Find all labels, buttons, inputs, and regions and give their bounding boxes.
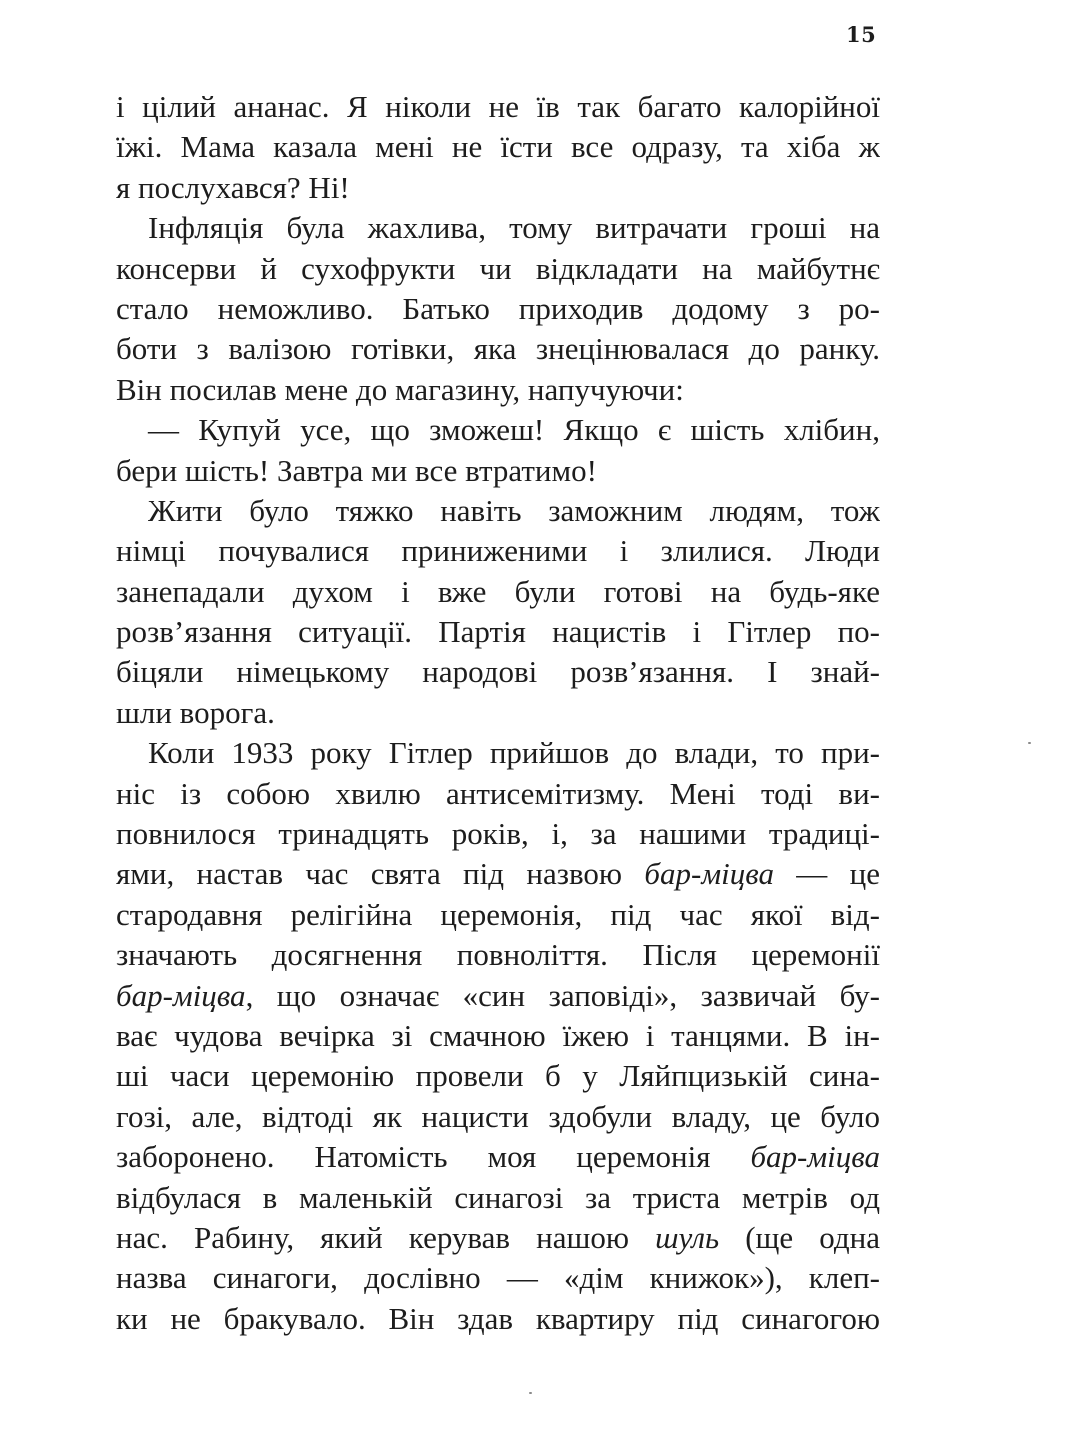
text-line: Інфляція була жахлива, тому витрачати гроші на bbox=[148, 210, 880, 246]
text-line: я послухався? Ні! bbox=[116, 169, 350, 205]
text-line: гозі, але, відтоді як нацисти здобули владу, це було bbox=[116, 1098, 880, 1134]
text-line: ші часи церемонію провели б у Ляйпцизькій сина- bbox=[116, 1058, 880, 1094]
text-line bbox=[116, 854, 880, 894]
text-line: біцяли німецькому народові розв’язання. І знай- bbox=[116, 654, 880, 690]
text-line: відбулася в маленькій синагозі за триста метрів од bbox=[116, 1179, 880, 1215]
text-line: і цілий ананас. Я ніколи не їв так багато калорійної bbox=[116, 89, 880, 124]
text-line: німці почувалися приниженими і злилися. Люди bbox=[116, 533, 880, 569]
text-line: занепадали духом і вже були готові на будь-яке bbox=[116, 573, 880, 609]
text-line: їжі. Мама казала мені не їсти все одразу, та хіба ж bbox=[116, 129, 880, 165]
text-line bbox=[116, 976, 880, 1016]
text-line: розв’язання ситуації. Партія нацистів і Гітлер по- bbox=[116, 614, 880, 650]
text-line: Коли 1933 року Гітлер прийшов до влади, то при- bbox=[148, 735, 880, 771]
text-line: стало неможливо. Батько приходив додому з ро- bbox=[116, 290, 880, 326]
page-number: 15 bbox=[846, 22, 877, 47]
text-segment: нас. Рабину, який керував нашою bbox=[116, 1219, 656, 1255]
text-segment: ями, настав час свята під назвою bbox=[116, 856, 645, 892]
text-line: Жити було тяжко навіть заможним людям, тож bbox=[148, 492, 880, 528]
text-line: Він посилав мене до магазину, напучуючи: bbox=[116, 371, 684, 407]
text-line: шли ворога. bbox=[116, 694, 275, 730]
text-line: повнилося тринадцять років, і, за нашими традиці- bbox=[116, 816, 880, 852]
text-line bbox=[116, 1137, 880, 1177]
text-line: значають досягнення повноліття. Після церемонії bbox=[116, 937, 880, 973]
body-text bbox=[116, 87, 880, 1339]
text-line: стародавня релігійна церемонія, під час якої від- bbox=[116, 896, 880, 932]
scan-speck bbox=[529, 1392, 532, 1394]
text-line bbox=[116, 1218, 880, 1258]
text-line: бери шість! Завтра ми все втратимо! bbox=[116, 452, 597, 488]
text-line: ніс із собою хвилю антисемітизму. Мені тоді ви- bbox=[116, 775, 880, 811]
italic-term: бар-міцва bbox=[644, 856, 774, 892]
italic-term: шуль bbox=[655, 1219, 720, 1255]
text-segment: , що означає «син заповіді», зазвичай бу- bbox=[245, 977, 880, 1013]
text-line: консерви й сухофрукти чи відкладати на майбутнє bbox=[116, 250, 880, 286]
text-segment: заборонено. Натомість моя церемонія bbox=[116, 1139, 751, 1175]
text-segment: — це bbox=[773, 856, 880, 892]
italic-term: бар-міцва bbox=[116, 977, 246, 1013]
text-line: ває чудова вечірка зі смачною їжею і танцями. В ін- bbox=[116, 1017, 880, 1053]
text-line: ки не бракувало. Він здав квартиру під синагогою bbox=[116, 1300, 880, 1336]
text-segment: (ще одна bbox=[719, 1219, 880, 1255]
scan-speck bbox=[1028, 742, 1031, 744]
italic-term: бар-міцва bbox=[750, 1139, 880, 1175]
text-line: назва синагоги, дослівно — «дім книжок»), клеп- bbox=[116, 1260, 880, 1296]
text-line: — Купуй усе, що зможеш! Якщо є шість хлібин, bbox=[148, 412, 880, 448]
text-line: боти з валізою готівки, яка знецінювалася до ранку. bbox=[116, 331, 880, 367]
